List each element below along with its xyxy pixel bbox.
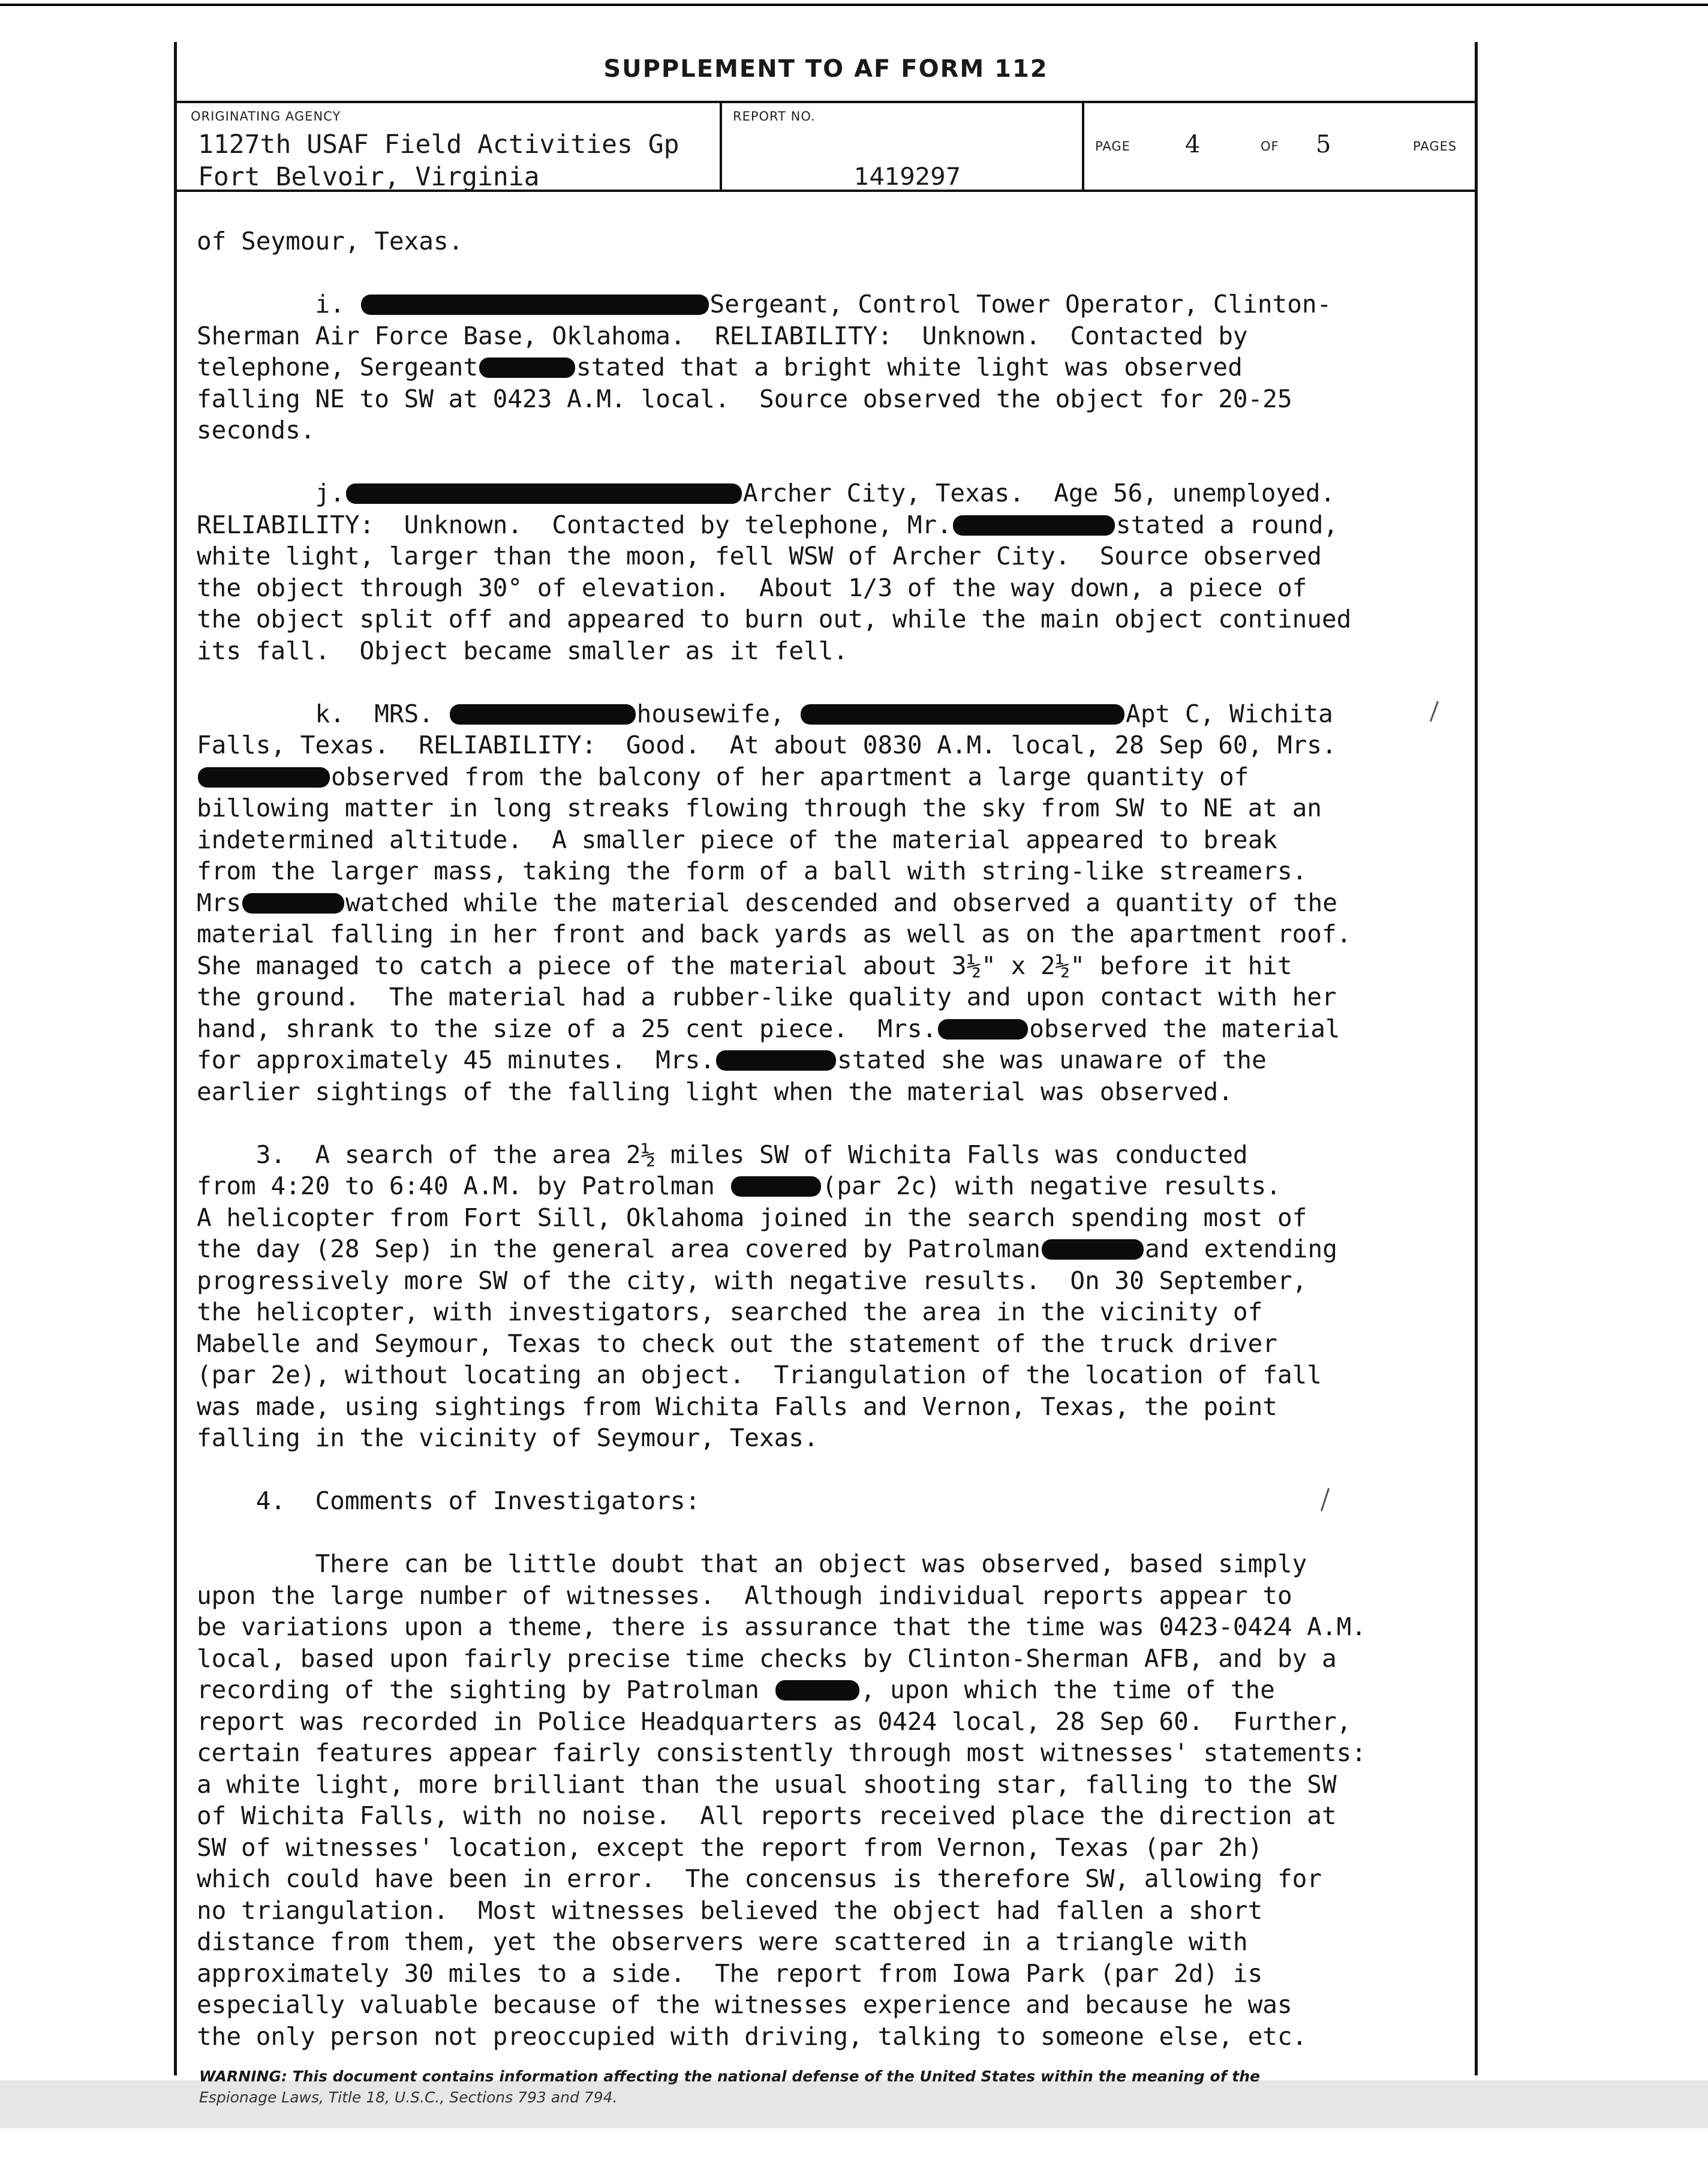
page-label: PAGE	[1095, 139, 1130, 154]
section-4-heading: 4. Comments of Investigators:	[197, 1486, 700, 1515]
scan-top-edge	[0, 4, 1708, 6]
redaction	[242, 893, 344, 914]
report-number: 1419297	[854, 163, 961, 191]
header-divider-1	[720, 101, 722, 192]
redaction	[1042, 1239, 1144, 1260]
report-no-label: REPORT NO.	[733, 109, 816, 124]
agency-line-2: Fort Belvoir, Virginia	[198, 162, 540, 192]
agency-line-1: 1127th USAF Field Activities Gp	[198, 130, 679, 160]
redaction	[198, 767, 330, 788]
total-pages: 5	[1316, 131, 1331, 158]
warning-notice-cut	[199, 2090, 1459, 2097]
redaction	[346, 483, 742, 504]
of-label: OF	[1261, 139, 1279, 154]
intro-line: of Seymour, Texas.	[197, 227, 464, 256]
form-title: SUPPLEMENT TO AF FORM 112	[603, 55, 1048, 83]
redaction	[953, 515, 1115, 536]
redaction	[716, 1050, 836, 1071]
header-divider-2	[1082, 101, 1084, 192]
redaction	[775, 1680, 859, 1701]
report-body: of Seymour, Texas. i. Sergeant, Control Tower Operator, Clinton- Sherman Air Force Base, Oklahoma. RELIABILITY: Unknown. Contacted by telephone, Sergeant stated that a bright white light was observed falling NE to SW at 0423 A.M. local. Source observed the object for 20-25 seconds. j. Archer City, Texas. Age 56, unemployed. RELIABILITY: Unknown. Contacted by telephone, Mr. stated a round, white light, larger than the moon, fell WSW of Archer City. Source observed the object through 30° of elevation. About 1/3 of the way down, a piece of the object split off and appeared to burn out, while the main object continued its fall. Object became smaller as it fell. k. MRS. housewife, Apt C, Wichita Falls, Texas. RELIABILITY: Good. At about 0830 A.M. local, 28 Sep 60, Mrs. observed from the balcony of her apartment a large quantity of billowing matter in long streaks flowing through the sky from SW to NE at an indetermined altitude. A smaller piece of the material appeared to break from the larger mass, taking the form of a ball with string-like streamers. Mrs watched while the material descended and observed a quantity of the material falling in her front and back yards as well as on the apartment roof. She managed to catch a piece of the material about 3½" x 2½" before it hit the ground. The material had a rubber-like quality and upon contact with her hand, shrank to the size of a 25 cent piece. Mrs. observed the material for approximately 45 minutes. Mrs. stated she was unaware of the earlier sightings of the falling light when the material was observed. 3. A search of the area 2½ miles SW of Wichita Falls was conducted from 4:20 to 6:40 A.M. by Patrolman (par 2c) with negative results. A helicopter from Fort Sill, Oklahoma joined in the search spending most of the day (28 Sep) in the general area covered by Patrolman and extending progressively more SW of the city, with negative results. On 30 September, the helicopter, with investigators, searched the area in the vicinity of Mabelle and Seymour, Texas to check out the statement of the truck driver (par 2e), without locating an object. Triangulation of the location of fall was made, using sightings from Wichita Falls and Vernon, Texas, the point falling in the vicinity of Seymour, Texas. 4. Comments of Investigators: There can be little doubt that an object was observed, based simply upon the large number of witnesses. Although individual reports appear to be variations upon a theme, there is assurance that the time was 0423-0424 A.M. local, based upon fairly precise time checks by Clinton-Sherman AFB, and by a recording of the sighting by Patrolman , upon which the time of the report was recorded in Police Headquarters as 0424 local, 28 Sep 60. Further, certain features appear fairly consistently through most witnesses' statements: a white light, more brilliant than the usual shooting star, falling to the SW of Wichita Falls, with no noise. All reports received place the direction at SW of witnesses' location, except the report from Vernon, Texas (par 2h) which could have been in error. The concensus is therefore SW, allowing for no triangulation. Most witnesses believed the object had fallen a short distance from them, yet the observers were scattered in a triangle with approximately 30 miles to a side. The report from Iowa Park (par 2d) is especially valuable because of the witnesses experience and because he was the only person not preoccupied with driving, talking to someone else, etc.	[197, 227, 1367, 2051]
page-number: 4	[1185, 131, 1201, 158]
redaction	[731, 1176, 821, 1197]
redaction	[801, 704, 1124, 725]
pages-label: PAGES	[1413, 139, 1457, 154]
redaction	[450, 704, 636, 725]
originating-agency-label: ORIGINATING AGENCY	[191, 109, 341, 124]
redaction	[361, 295, 709, 315]
warning-notice: WARNING: This document contains information affecting the national defense of the United States within the meaning of the	[199, 2068, 1260, 2085]
redaction	[479, 358, 575, 378]
redaction	[938, 1019, 1028, 1040]
